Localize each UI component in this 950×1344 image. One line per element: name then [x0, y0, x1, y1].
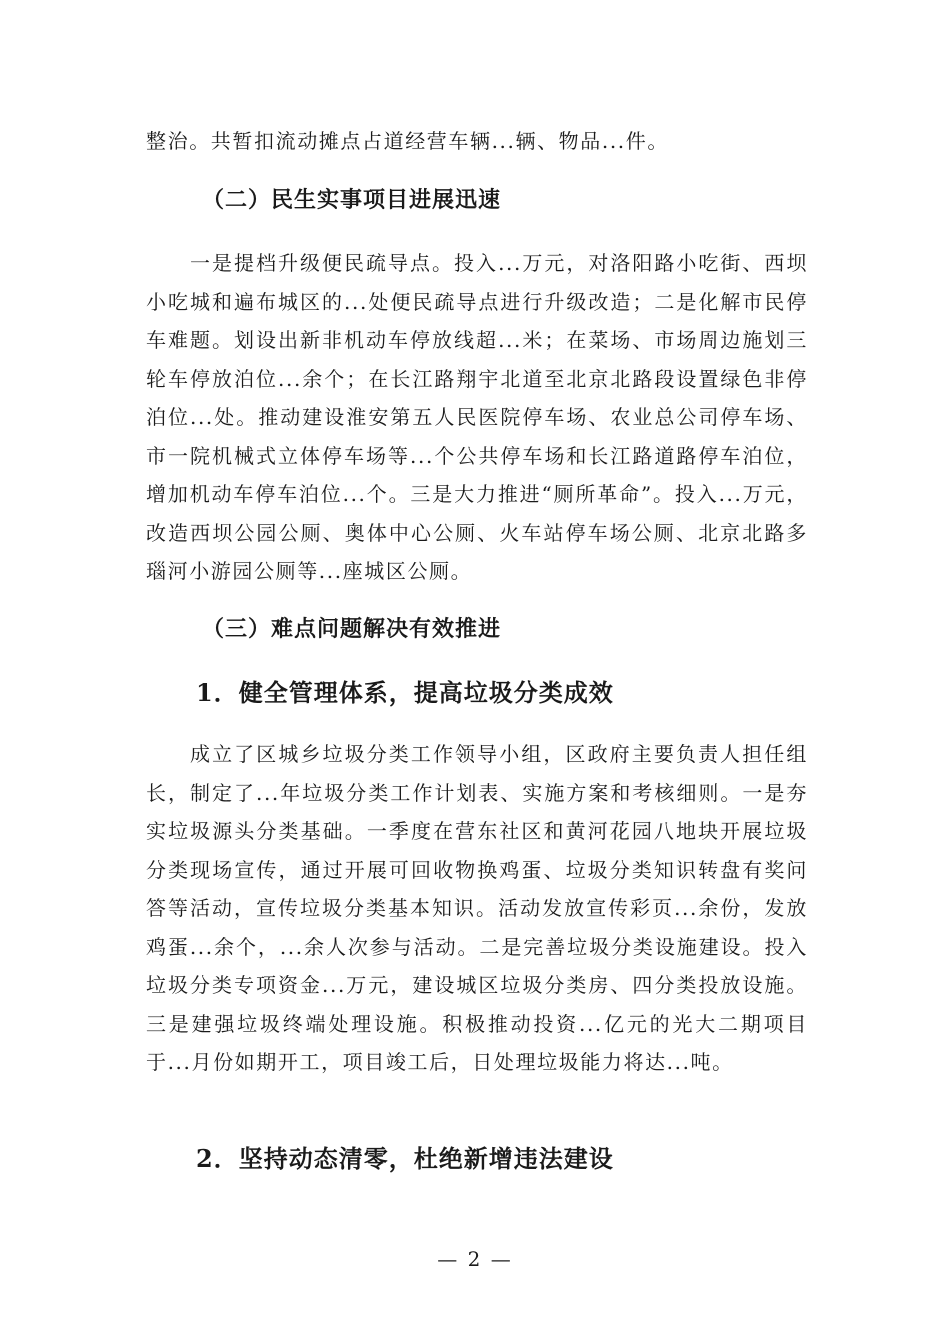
section-2-paragraph: 一是提档升级便民疏导点。投入...万元，对洛阳路小吃街、西坝小吃城和遍布城区的...处便民疏导点进行升级改造；二是化解市民停车难题。划设出新非机动车停放线超...米；在菜场、市场周边施划三轮车停放泊位...余个；在长江路翔宇北道至北京北路段设置绿色非停泊位...处。推动建设淮安第五人民医院停车场、农业总公司停车场、市一院机械式立体停车场等...个公共停车场和长江路道路停车泊位，增加机动车停车泊位...个。三是大力推进“厕所革命”。投入...万元，改造西坝公园公厕、奥体中心公厕、火车站停车场公厕、北京北路多瑙河小游园公厕等...座城区公厕。	[146, 251, 808, 583]
subsection-heading-1: 1．健全管理体系，提高垃圾分类成效	[196, 678, 614, 707]
subsection-1-paragraph: 成立了区城乡垃圾分类工作领导小组，区政府主要负责人担任组长，制定了...年垃圾分类工作计划表、实施方案和考核细则。一是夯实垃圾源头分类基础。一季度在营东社区和黄河花园八地块开展垃圾分类现场宣传，通过开展可回收物换鸡蛋、垃圾分类知识转盘有奖问答等活动，宣传垃圾分类基本知识。活动发放宣传彩页...余份，发放鸡蛋...余个，...余人次参与活动。二是完善垃圾分类设施建设。投入垃圾分类专项资金...万元，建设城区垃圾分类房、四分类投放设施。三是建强垃圾终端处理设施。积极推动投资...亿元的光大二期项目于...月份如期开工，项目竣工后，日处理垃圾能力将达...吨。	[146, 742, 808, 1074]
subsection-heading-2: 2．坚持动态清零，杜绝新增违法建设	[196, 1144, 614, 1173]
continued-paragraph: 整治。共暂扣流动摊点占道经营车辆...辆、物品...件。	[146, 129, 669, 153]
section-heading-3: （三）难点问题解决有效推进	[202, 616, 502, 642]
page-number: — 2 —	[437, 1247, 513, 1271]
section-heading-2: （二）民生实事项目进展迅速	[202, 187, 502, 213]
